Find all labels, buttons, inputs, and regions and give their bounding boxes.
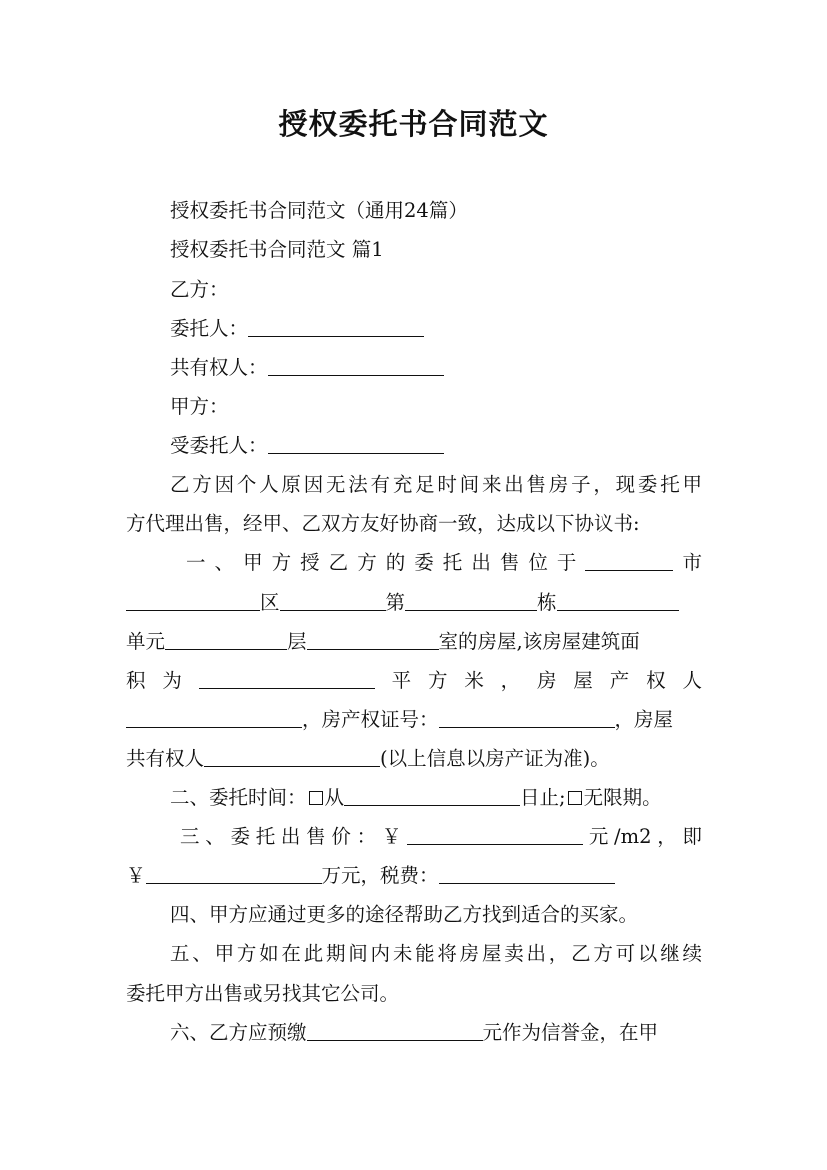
agent-blank	[268, 433, 444, 454]
from-label: 从	[324, 786, 345, 809]
house-label: ，房屋	[614, 708, 674, 731]
chapter-heading: 授权委托书合同范文 篇1	[170, 238, 384, 261]
district-blank	[126, 590, 260, 611]
floor-label: 层	[287, 630, 307, 653]
from-checkbox[interactable]	[309, 791, 323, 805]
owner-blank	[126, 707, 302, 728]
unlimited-checkbox[interactable]	[568, 791, 582, 805]
party-b-label: 乙方：	[170, 278, 229, 301]
building-blank	[405, 590, 537, 611]
room-label: 室的房屋,该房屋建筑面	[438, 630, 640, 653]
until-label: 日止;	[520, 786, 566, 809]
clause-4: 四、甲方应通过更多的途径帮助乙方找到适合的买家。	[170, 903, 639, 926]
certificate-blank	[439, 707, 615, 728]
tax-blank	[439, 863, 615, 884]
clause-5-line-2: 委托甲方出售或另找其它公司。	[126, 982, 400, 1005]
area-blank	[199, 668, 375, 689]
clause-1-line-4	[126, 666, 702, 696]
unit-blank	[557, 590, 679, 611]
co-owner-blank-2	[204, 746, 380, 767]
floor-blank	[165, 629, 287, 650]
co-owner-label: 共有权人：	[170, 356, 268, 379]
total-blank	[146, 863, 322, 884]
co-owner-line	[170, 353, 710, 383]
clause-1-line-5	[126, 705, 702, 735]
number-label: 第	[385, 591, 406, 614]
price-unit-label: 元/m2，即	[583, 825, 702, 848]
clause-3-line-2	[126, 861, 702, 891]
number-blank	[280, 590, 386, 611]
currency-label: ￥	[126, 864, 146, 887]
area-label: 积为	[126, 669, 199, 692]
clause-6-line	[170, 1018, 710, 1048]
clause-1-line-1	[186, 548, 702, 578]
clause-1-line-3	[126, 627, 702, 657]
clause-3-label: 三、委托出售价：￥	[180, 825, 408, 848]
district-label: 区	[260, 591, 280, 614]
intro-paragraph-line-1: 乙方因个人原因无法有充足时间来出售房子，现委托甲	[170, 473, 702, 496]
clause-5-line-1: 五、甲方如在此期间内未能将房屋卖出，乙方可以继续	[170, 942, 702, 965]
clause-6-text: 元作为信誉金，在甲	[482, 1021, 659, 1044]
clause-1-line-6	[126, 744, 702, 774]
clause-1-text: 一、甲方授乙方的委托出售位于	[186, 551, 586, 574]
deposit-blank	[307, 1020, 483, 1041]
area-unit-label: 平方米，房屋产权人	[374, 669, 702, 692]
principal-line	[170, 314, 710, 344]
co-owner-label-2: 共有权人	[126, 747, 205, 770]
principal-blank	[248, 316, 424, 337]
page-title: 授权委托书合同范文	[278, 107, 549, 141]
principal-label: 委托人：	[170, 317, 249, 340]
clause-6-label: 六、乙方应预缴	[170, 1021, 307, 1044]
clause-1-note: (以上信息以房产证为准)。	[380, 747, 610, 770]
co-owner-blank	[268, 355, 444, 376]
certificate-label: ，房产权证号：	[302, 708, 439, 731]
city-label: 市	[673, 551, 702, 574]
doc-subtitle: 授权委托书合同范文（通用24篇）	[170, 199, 468, 222]
party-a-label: 甲方：	[170, 395, 229, 418]
clause-1-line-2	[126, 588, 702, 618]
total-unit-label: 万元，税费：	[321, 864, 439, 887]
clause-2-label: 二、委托时间：	[170, 786, 307, 809]
city-blank	[585, 550, 673, 571]
agent-line	[170, 431, 710, 461]
unit-label: 单元	[126, 630, 166, 653]
building-label: 栋	[537, 591, 557, 614]
intro-paragraph-line-2: 方代理出售，经甲、乙双方友好协商一致，达成以下协议书:	[126, 512, 640, 535]
room-blank	[307, 629, 439, 650]
clause-3-line-1	[180, 822, 702, 852]
clause-2-line	[170, 783, 715, 813]
date-blank	[344, 785, 520, 806]
unlimited-label: 无限期。	[583, 786, 662, 809]
price-blank	[407, 824, 583, 845]
agent-label: 受委托人：	[170, 434, 268, 457]
